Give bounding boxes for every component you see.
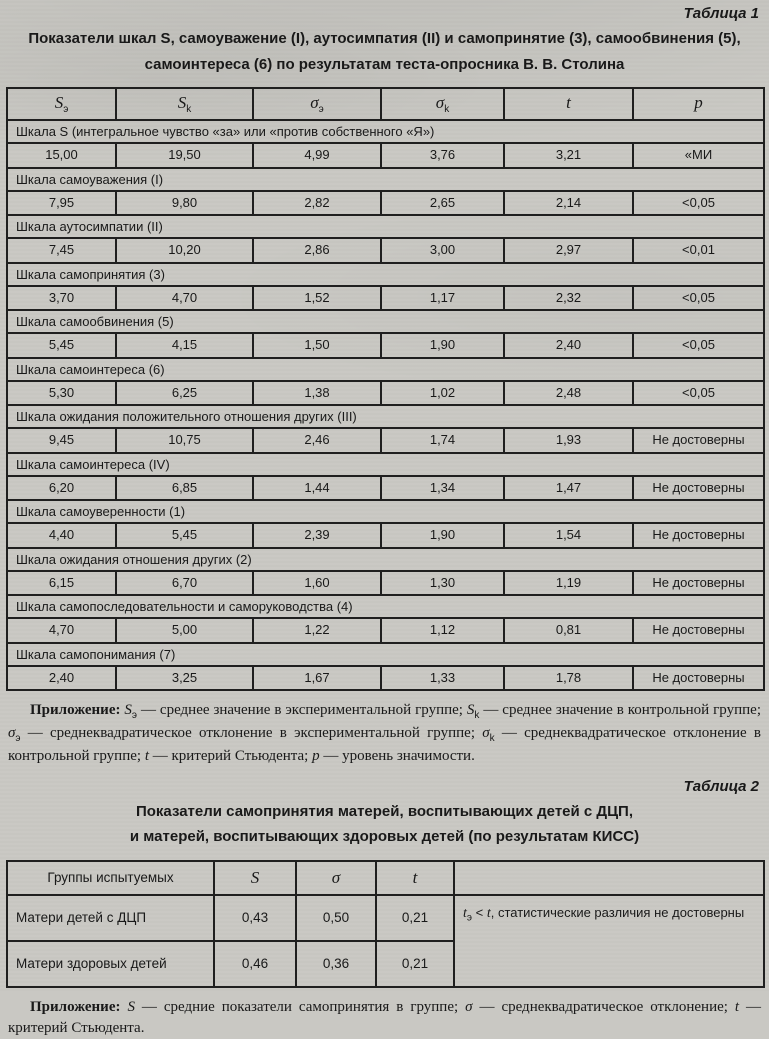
scale-label: Шкала самоинтереса (IV) [7,453,764,476]
scale-values-row [7,476,764,500]
significance-note-cell: $t_э < t$, статистические различия не достоверны [454,895,764,987]
value-cell: Не достоверны [633,428,764,452]
value-cell: 5,45 [116,523,253,547]
p-symbol: p [694,92,703,112]
table2-caption: Таблица 2 [683,777,759,795]
scale-label-row [7,120,764,143]
value-cell: 9,80 [116,191,253,215]
table1-caption: Таблица 1 [683,5,759,22]
value-cell: 6,25 [116,381,253,405]
footnote-text: — среднее значение в контрольной группе; [479,702,761,718]
value-cell: 1,52 [253,286,381,310]
footnote-label: Приложение: [30,998,121,1015]
value-cell: 10,75 [116,428,253,452]
scale-label-row [7,643,764,666]
value-cell: 0,46 [214,941,296,987]
value-cell: 0,21 [376,895,454,941]
value-cell: 1,90 [381,523,504,547]
value-cell: 4,70 [116,286,253,310]
col-header-t [376,861,454,895]
value-cell: 0,21 [376,941,454,987]
sigma-ctrl-symbol: σ [435,92,445,112]
t-symbol: t [412,867,418,887]
footnote-text: — уровень значимости. [319,748,475,765]
scale-label: Шкала самоуважения (I) [7,168,764,191]
value-cell: 0,50 [296,895,376,941]
value-cell: 1,50 [253,333,381,357]
scale-label: Шкала самопоследовательности и саморуководства (4) [7,595,764,618]
value-cell: Не достоверны [633,618,764,642]
value-cell: 4,15 [116,333,253,357]
value-cell: 2,14 [504,191,633,215]
value-cell: Не достоверны [633,523,764,547]
col-header-s [214,861,296,895]
sigma-symbol: σ [331,867,341,887]
scale-label-row [7,405,764,428]
value-cell: 1,33 [381,666,504,690]
value-cell: 1,47 [504,476,633,500]
scale-values-row [7,191,764,215]
scale-label: Шкала самопринятия (3) [7,263,764,286]
value-cell: 5,30 [7,381,116,405]
value-cell: 0,81 [504,618,633,642]
footnote-text: — критерий Стьюдента. [8,998,762,1036]
sigma-exp-symbol: σ [8,725,16,742]
table2-title-line2: и матерей, воспитывающих здоровых детей (по результатам КИСС) [129,828,640,846]
table1 [6,87,765,691]
value-cell: <0,01 [633,238,764,262]
value-cell: <0,05 [633,333,764,357]
scale-label-row [7,310,764,333]
value-cell: 2,82 [253,191,381,215]
scale-label-row [7,358,764,381]
value-cell: 1,34 [381,476,504,500]
scale-label-row [7,595,764,618]
table2-footnote [8,997,761,1039]
value-cell: Не достоверны [633,476,764,500]
scale-values-row [7,571,764,595]
value-cell: 1,60 [253,571,381,595]
value-cell: 1,54 [504,523,633,547]
value-cell: 3,76 [381,143,504,167]
t-symbol: t [144,748,149,765]
footnote-text: — среднеквадратическое отклонение; [472,998,735,1015]
scale-label: Шкала самопонимания (7) [7,643,764,666]
value-cell: 6,85 [116,476,253,500]
p-symbol: p [312,748,320,765]
value-cell: 7,95 [7,191,116,215]
scale-label: Шкала S (интегральное чувство «за» или «против собственного «Я») [7,120,764,143]
t-symbol: t [734,998,740,1015]
value-cell: 2,40 [7,666,116,690]
scale-values-row [7,523,764,547]
value-cell: 2,48 [504,381,633,405]
value-cell: 2,86 [253,238,381,262]
value-cell: 1,90 [381,333,504,357]
scale-label-row [7,215,764,238]
value-cell: 1,30 [381,571,504,595]
note-relation: < [472,904,487,920]
table2-title-line1: Показатели самопринятия матерей, воспитывающих детей с ДЦП, [135,802,634,820]
scale-values-row [7,381,764,405]
col-header-note-empty [454,861,764,895]
value-cell: 1,19 [504,571,633,595]
col-header-sigma-exp: $\sigma_э$ [253,88,381,120]
table1-footnote: Приложение: $S_э$ — среднее значение в экспериментальной группе; $S_k$ — среднее значение в контрольной группе; $\sigma_э$ — среднеквадратическое отклонение в экспериментальной группе; $\sigma_k$ — среднеквадратическое отклонение в контрольной группе; t — критерий Стьюдента; p — уровень значимости. [8,702,761,765]
scale-values-row [7,618,764,642]
scale-label: Шкала аутосимпатии (II) [7,215,764,238]
value-cell: 3,70 [7,286,116,310]
table2-title [16,799,753,850]
col-header-sigma [296,861,376,895]
scale-label-row [7,263,764,286]
table1-title [16,26,753,77]
scale-values-row [7,666,764,690]
scale-label: Шкала самообвинения (5) [7,310,764,333]
value-cell: 2,97 [504,238,633,262]
scale-label: Шкала самоинтереса (6) [7,358,764,381]
value-cell: <0,05 [633,286,764,310]
value-cell: 6,15 [7,571,116,595]
value-cell: 1,67 [253,666,381,690]
scale-values-row [7,238,764,262]
value-cell: 3,21 [504,143,633,167]
s-ctrl-symbol: S [466,702,475,718]
value-cell: <0,05 [633,191,764,215]
scale-values-row [7,143,764,167]
scale-label-row [7,453,764,476]
table1-title-line1: Показатели шкал S, самоуважение (I), аутосимпатия (II) и самопринятие (3), самообвинения (5), [28,30,741,47]
value-cell: 10,20 [116,238,253,262]
t-symbol: t [486,905,491,921]
footnote-text: — среднее значение в экспериментальной группе; [137,702,467,718]
value-cell: 5,00 [116,618,253,642]
value-cell: 3,25 [116,666,253,690]
scale-values-row [7,286,764,310]
table1-header-row [7,88,764,120]
value-cell: 1,74 [381,428,504,452]
scale-values-row [7,428,764,452]
value-cell: Не достоверны [633,666,764,690]
scale-label-row [7,500,764,523]
value-cell: 4,40 [7,523,116,547]
value-cell: 15,00 [7,143,116,167]
value-cell: 4,70 [7,618,116,642]
t-symbol: t [566,92,571,112]
s-exp-symbol: S [54,92,64,112]
value-cell: 0,43 [214,895,296,941]
value-cell: <0,05 [633,381,764,405]
scale-label-row [7,548,764,571]
table2-header-row [7,861,764,895]
value-cell: 1,17 [381,286,504,310]
value-cell: 6,20 [7,476,116,500]
value-cell: 1,02 [381,381,504,405]
footnote-text: — среднеквадратическое отклонение в контрольной группе; [8,725,761,765]
scale-label: Шкала самоуверенности (1) [7,500,764,523]
value-cell: 1,44 [253,476,381,500]
value-cell: «МИ [633,143,764,167]
value-cell: 9,45 [7,428,116,452]
footnote-text: — средние показатели самопринятия в группе; [134,998,466,1015]
s-symbol: S [250,867,260,887]
footnote-text: — среднеквадратическое отклонение в экспериментальной группе; [20,725,483,742]
col-header-t [504,88,633,120]
value-cell: 5,45 [7,333,116,357]
sigma-symbol: σ [465,998,473,1015]
note-text: , статистические различия не достоверны [490,904,745,920]
value-cell: 1,93 [504,428,633,452]
table2-row [7,895,764,941]
value-cell: 19,50 [116,143,253,167]
col-header-p [633,88,764,120]
value-cell: 7,45 [7,238,116,262]
value-cell: 1,38 [253,381,381,405]
col-header-s-ctrl: $S_k$ [116,88,253,120]
value-cell: 2,39 [253,523,381,547]
value-cell: Не достоверны [633,571,764,595]
value-cell: 2,32 [504,286,633,310]
sigma-exp-symbol: σ [310,92,319,112]
value-cell: 0,36 [296,941,376,987]
value-cell: 2,46 [253,428,381,452]
group-cell: Матери детей с ДЦП [7,895,214,941]
scale-label: Шкала ожидания отношения других (2) [7,548,764,571]
value-cell: 1,78 [504,666,633,690]
col-header-s-exp: $S_э$ [7,88,116,120]
col-header-sigma-ctrl: $\sigma_k$ [381,88,504,120]
scale-label: Шкала ожидания положительного отношения других (III) [7,405,764,428]
scale-label-row [7,168,764,191]
col-header-groups: Группы испытуемых [7,861,214,895]
s-exp-symbol: S [124,702,132,718]
value-cell: 4,99 [253,143,381,167]
value-cell: 1,12 [381,618,504,642]
footnote-label: Приложение: [30,702,121,718]
value-cell: 2,65 [381,191,504,215]
group-cell: Матери здоровых детей [7,941,214,987]
scale-values-row [7,333,764,357]
sigma-ctrl-symbol: σ [482,725,490,742]
value-cell: 3,00 [381,238,504,262]
t-exp-symbol: t [463,905,467,921]
value-cell: 6,70 [116,571,253,595]
table1-title-line2: самоинтереса (6) по результатам теста-опросника В. В. Столина [144,55,625,73]
s-symbol: S [127,998,135,1015]
value-cell: 2,40 [504,333,633,357]
s-ctrl-symbol: S [177,92,187,112]
value-cell: 1,22 [253,618,381,642]
footnote-text: — критерий Стьюдента; [148,748,313,765]
table2 [6,860,765,988]
